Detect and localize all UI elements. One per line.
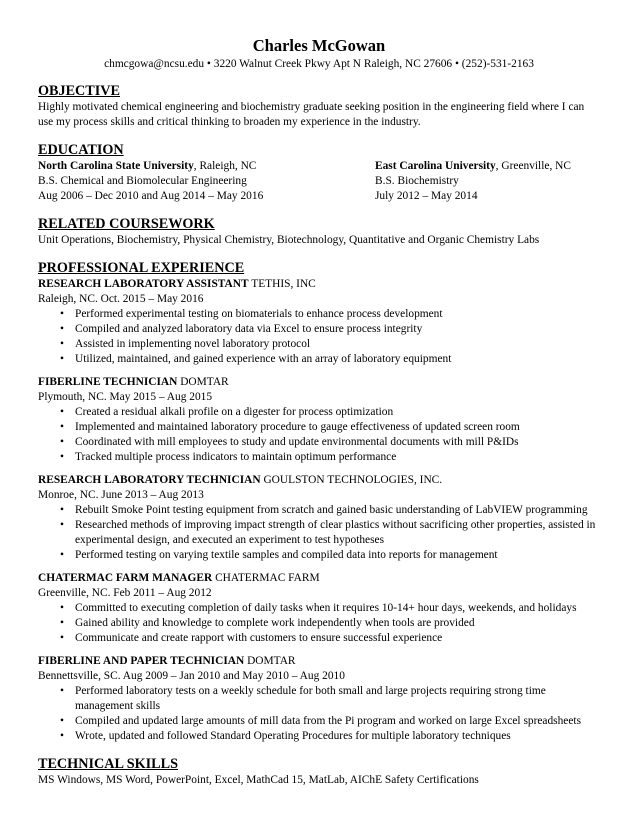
job-entry [38,571,600,646]
job-bullets [38,503,600,563]
job-bullet: • Rebuilt Smoke Point testing equipment from scratch and gained basic understanding of LabVIEW programming [75,503,600,518]
objective-text: Highly motivated chemical engineering and biochemistry graduate seeking position in the engineering field where I can use my process skills and critical thinking to broaden my experience in the industry. [38,101,585,128]
school-location: , Greenville, NC [495,160,571,172]
job-place-dates: Bennettsville, SC. Aug 2009 – Jan 2010 and May 2010 – Aug 2010 [38,670,345,682]
job-bullet: • Performed testing on varying textile samples and compiled data into reports for management [75,548,600,563]
school-dates: July 2012 – May 2014 [375,190,478,202]
job-place-dates: Monroe, NC. June 2013 – Aug 2013 [38,489,204,501]
coursework-text: Unit Operations, Biochemistry, Physical Chemistry, Biotechnology, Quantitative and Organic Chemistry Labs [38,234,540,246]
job-title-line [38,654,600,669]
job-bullets [38,684,600,744]
job-title-line [38,473,600,488]
job-bullet: • Utilized, maintained, and gained experience with an array of laboratory equipment [75,352,600,367]
objective-heading: OBJECTIVE [38,83,120,99]
education-heading: EDUCATION [38,142,124,158]
job-bullet: • Committed to executing completion of daily tasks when it requires 10-14+ hour days, weekends, and holidays [75,601,600,616]
job-entry [38,473,600,563]
job-company: DOMTAR [177,376,229,388]
job-company: DOMTAR [244,655,296,667]
job-bullet: • Performed experimental testing on biomaterials to enhance process development [75,307,600,322]
experience-heading: PROFESSIONAL EXPERIENCE [38,260,245,276]
education-columns [38,159,600,204]
job-place-dates: Raleigh, NC. Oct. 2015 – May 2016 [38,293,204,305]
job-bullet: • Implemented and maintained laboratory procedure to gauge effectiveness of updated screen room [75,420,600,435]
job-role: RESEARCH LABORATORY TECHNICIAN [38,474,261,486]
job-company: CHATERMAC FARM [212,572,320,584]
job-bullet: • Created a residual alkali profile on a digester for process optimization [75,405,600,420]
skills-text: MS Windows, MS Word, PowerPoint, Excel, MathCad 15, MatLab, AIChE Safety Certifications [38,774,479,786]
job-role: RESEARCH LABORATORY ASSISTANT [38,278,249,290]
coursework-heading: RELATED COURSEWORK [38,216,215,232]
job-title-line [38,375,600,390]
job-role: FIBERLINE TECHNICIAN [38,376,178,388]
school-degree: B.S. Chemical and Biomolecular Engineering [38,175,247,187]
school-line [38,159,375,174]
job-entry [38,277,600,367]
job-bullet: • Assisted in implementing novel laboratory protocol [75,337,600,352]
job-place-dates: Plymouth, NC. May 2015 – Aug 2015 [38,391,213,403]
job-company: GOULSTON TECHNOLOGIES, INC. [260,474,443,486]
job-bullets [38,405,600,465]
job-role: FIBERLINE AND PAPER TECHNICIAN [38,655,245,667]
job-bullet: • Gained ability and knowledge to complete work independently when tools are provided [75,616,600,631]
job-entry [38,375,600,465]
job-bullet: • Coordinated with mill employees to study and update environmental documents with mill P&IDs [75,435,600,450]
job-bullet: • Communicate and create rapport with customers to ensure successful experience [75,631,600,646]
school-name: North Carolina State University [38,160,194,172]
skills-heading: TECHNICAL SKILLS [38,756,178,772]
school-name: East Carolina University [375,160,496,172]
job-bullet: • Tracked multiple process indicators to maintain optimum performance [75,450,600,465]
school-location: , Raleigh, NC [193,160,257,172]
candidate-name: Charles McGowan [252,36,386,55]
contact-line: chmcgowa@ncsu.edu • 3220 Walnut Creek Pkwy Apt N Raleigh, NC 27606 • (252)-531-2163 [104,58,534,70]
job-bullet: • Wrote, updated and followed Standard Operating Procedures for multiple laboratory techniques [75,729,600,744]
job-bullet: • Compiled and analyzed laboratory data via Excel to ensure process integrity [75,322,600,337]
school-dates: Aug 2006 – Dec 2010 and Aug 2014 – May 2016 [38,190,264,202]
job-bullets [38,307,600,367]
education-school-ncsu [38,159,375,204]
job-role: CHATERMAC FARM MANAGER [38,572,213,584]
job-company: TETHIS, INC [248,278,316,290]
school-line [375,159,600,174]
job-bullet: • Researched methods of improving impact strength of clear plastics without sacrificing other properties, assisted in experimental design, and executed an experiment to test hypotheses [75,518,600,548]
job-bullet: • Compiled and updated large amounts of mill data from the Pi program and worked on large Excel spreadsheets [75,714,600,729]
job-entry [38,654,600,744]
job-title-line [38,277,600,292]
education-school-ecu [375,159,600,204]
job-bullets [38,601,600,646]
job-title-line [38,571,600,586]
school-degree: B.S. Biochemistry [375,175,459,187]
job-bullet: • Performed laboratory tests on a weekly schedule for both small and large projects requiring strong time management skills [75,684,600,714]
job-place-dates: Greenville, NC. Feb 2011 – Aug 2012 [38,587,212,599]
